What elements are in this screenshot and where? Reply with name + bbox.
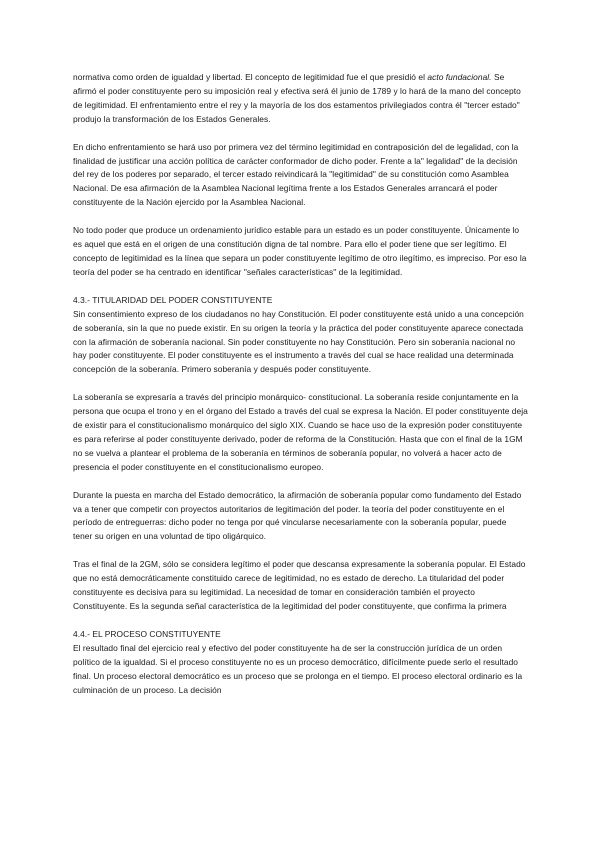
section-heading-4-4: 4.4.- EL PROCESO CONSTITUYENTE bbox=[73, 628, 221, 639]
paragraph-7: Tras el final de la 2GM, sólo se considera legítimo el poder que descansa expresamente la soberanía popular. El Estado que no está democráticamente constituido carece de legitimidad, no es estado de derecho. La titularidad del poder constituyente es decisiva para su legitimidad. La necesidad de tomar en consideración también el proyecto Constituyente. Es la segunda señal característica de la legitimidad del poder constituyente, que confirma la primera bbox=[73, 559, 526, 611]
paragraph-6: Durante la puesta en marcha del Estado democrático, la afirmación de soberanía popular como fundamento del Estado va a tener que competir con proyectos autoritarios de legitimación del poder. la teoría del poder constituyente en el período de entreguerras: dicho poder no tenga por qué vincularse necesariamente con la soberanía popular, puede tener su origen en una voluntad de tipo oligárquico. bbox=[73, 489, 522, 542]
paragraph-2: En dicho enfrentamiento se hará uso por primera vez del término legitimidad en contraposición del de legalidad, con la finalidad de justificar una acción política de carácter conformador de dicho poder. Frente a la" legalidad" de la decisión del rey de los poderes por separado, el tercer estado reivindicará la "legitimidad" de su constitución como Asamblea Nacional. De esa afirmación de la Asamblea Nacional legítima frente a los Estados Generales arrancará el poder constituyente de la Nación ejercido por la Asamblea Nacional. bbox=[73, 141, 519, 208]
section-heading-4-3: 4.3.- TITULARIDAD DEL PODER CONSTITUYENTE bbox=[73, 294, 273, 305]
paragraph-1-text-b: Se afirmó el poder constituyente pero su imposición real y efectiva será él junio de 1789 y lo hará de la mano del concepto de legitimidad. El enfrentamiento entre el rey y la mayoría de los dos estamentos privilegiados contra él "tercer estado" produjo la transformación de los Estados Generales. bbox=[73, 72, 521, 124]
paragraph-1-emphasis: acto fundacional. bbox=[427, 72, 492, 82]
document-body bbox=[73, 71, 528, 697]
paragraph-5: La soberanía se expresaría a través del principio monárquico- constitucional. La soberanía reside conjuntamente en la persona que ocupa el trono y en el órgano del Estado a través del cual se expresa la Nación. El poder constituyente deja de existir para el constitucionalismo monárquico del siglo XIX. Cuando se hace uso de la expresión poder constituyente es para referirse al poder constituyente derivado, poder de reforma de la Constitución. Hasta que con el final de la 1GM no se vuelva a plantear el problema de la soberanía en términos de soberanía popular, no volverá a hacer acto de presencia el poder constituyente en el constitucionalismo europeo. bbox=[73, 392, 528, 472]
paragraph-3: No todo poder que produce un ordenamiento jurídico estable para un estado es un poder constituyente. Únicamente lo es aquel que está en el origen de una constitución digna de tal nombre. Para ello el poder tiene que ser legítimo. El concepto de legitimidad es la línea que separa un poder constituyente legítimo de otro ilegítimo, es impreciso. Por eso la teoría del poder se ha centrado en identificar "señales características" de la legitimidad. bbox=[73, 225, 527, 277]
paragraph-4: Sin consentimiento expreso de los ciudadanos no hay Constitución. El poder constituyente está unido a una concepción de soberanía, sin la que no puede existir. En su origen la teoría y la práctica del poder constituyente aparece conectada con la afirmación de soberanía nacional. Sin poder constituyente no hay Constitución. Pero sin soberanía nacional no hay poder constituyente. El poder constituyente es el instrumento a través del cual se hace realidad una determinada concepción de la soberanía. Primero soberanía y después poder constituyente. bbox=[73, 308, 524, 375]
paragraph-8: El resultado final del ejercicio real y efectivo del poder constituyente ha de ser la construcción jurídica de un orden político de la igualdad. Si el proceso constituyente no es un proceso democrático, difícilmente puede serlo el resultado final. Un proceso electoral democrático es un proceso que se prolonga en el tiempo. El proceso electoral ordinario es la culminación de un proceso. La decisión bbox=[73, 642, 523, 695]
paragraph-1 bbox=[73, 71, 528, 127]
paragraph-1-text-a: normativa como orden de igualdad y libertad. El concepto de legitimidad fue el que presidió el bbox=[73, 72, 428, 82]
